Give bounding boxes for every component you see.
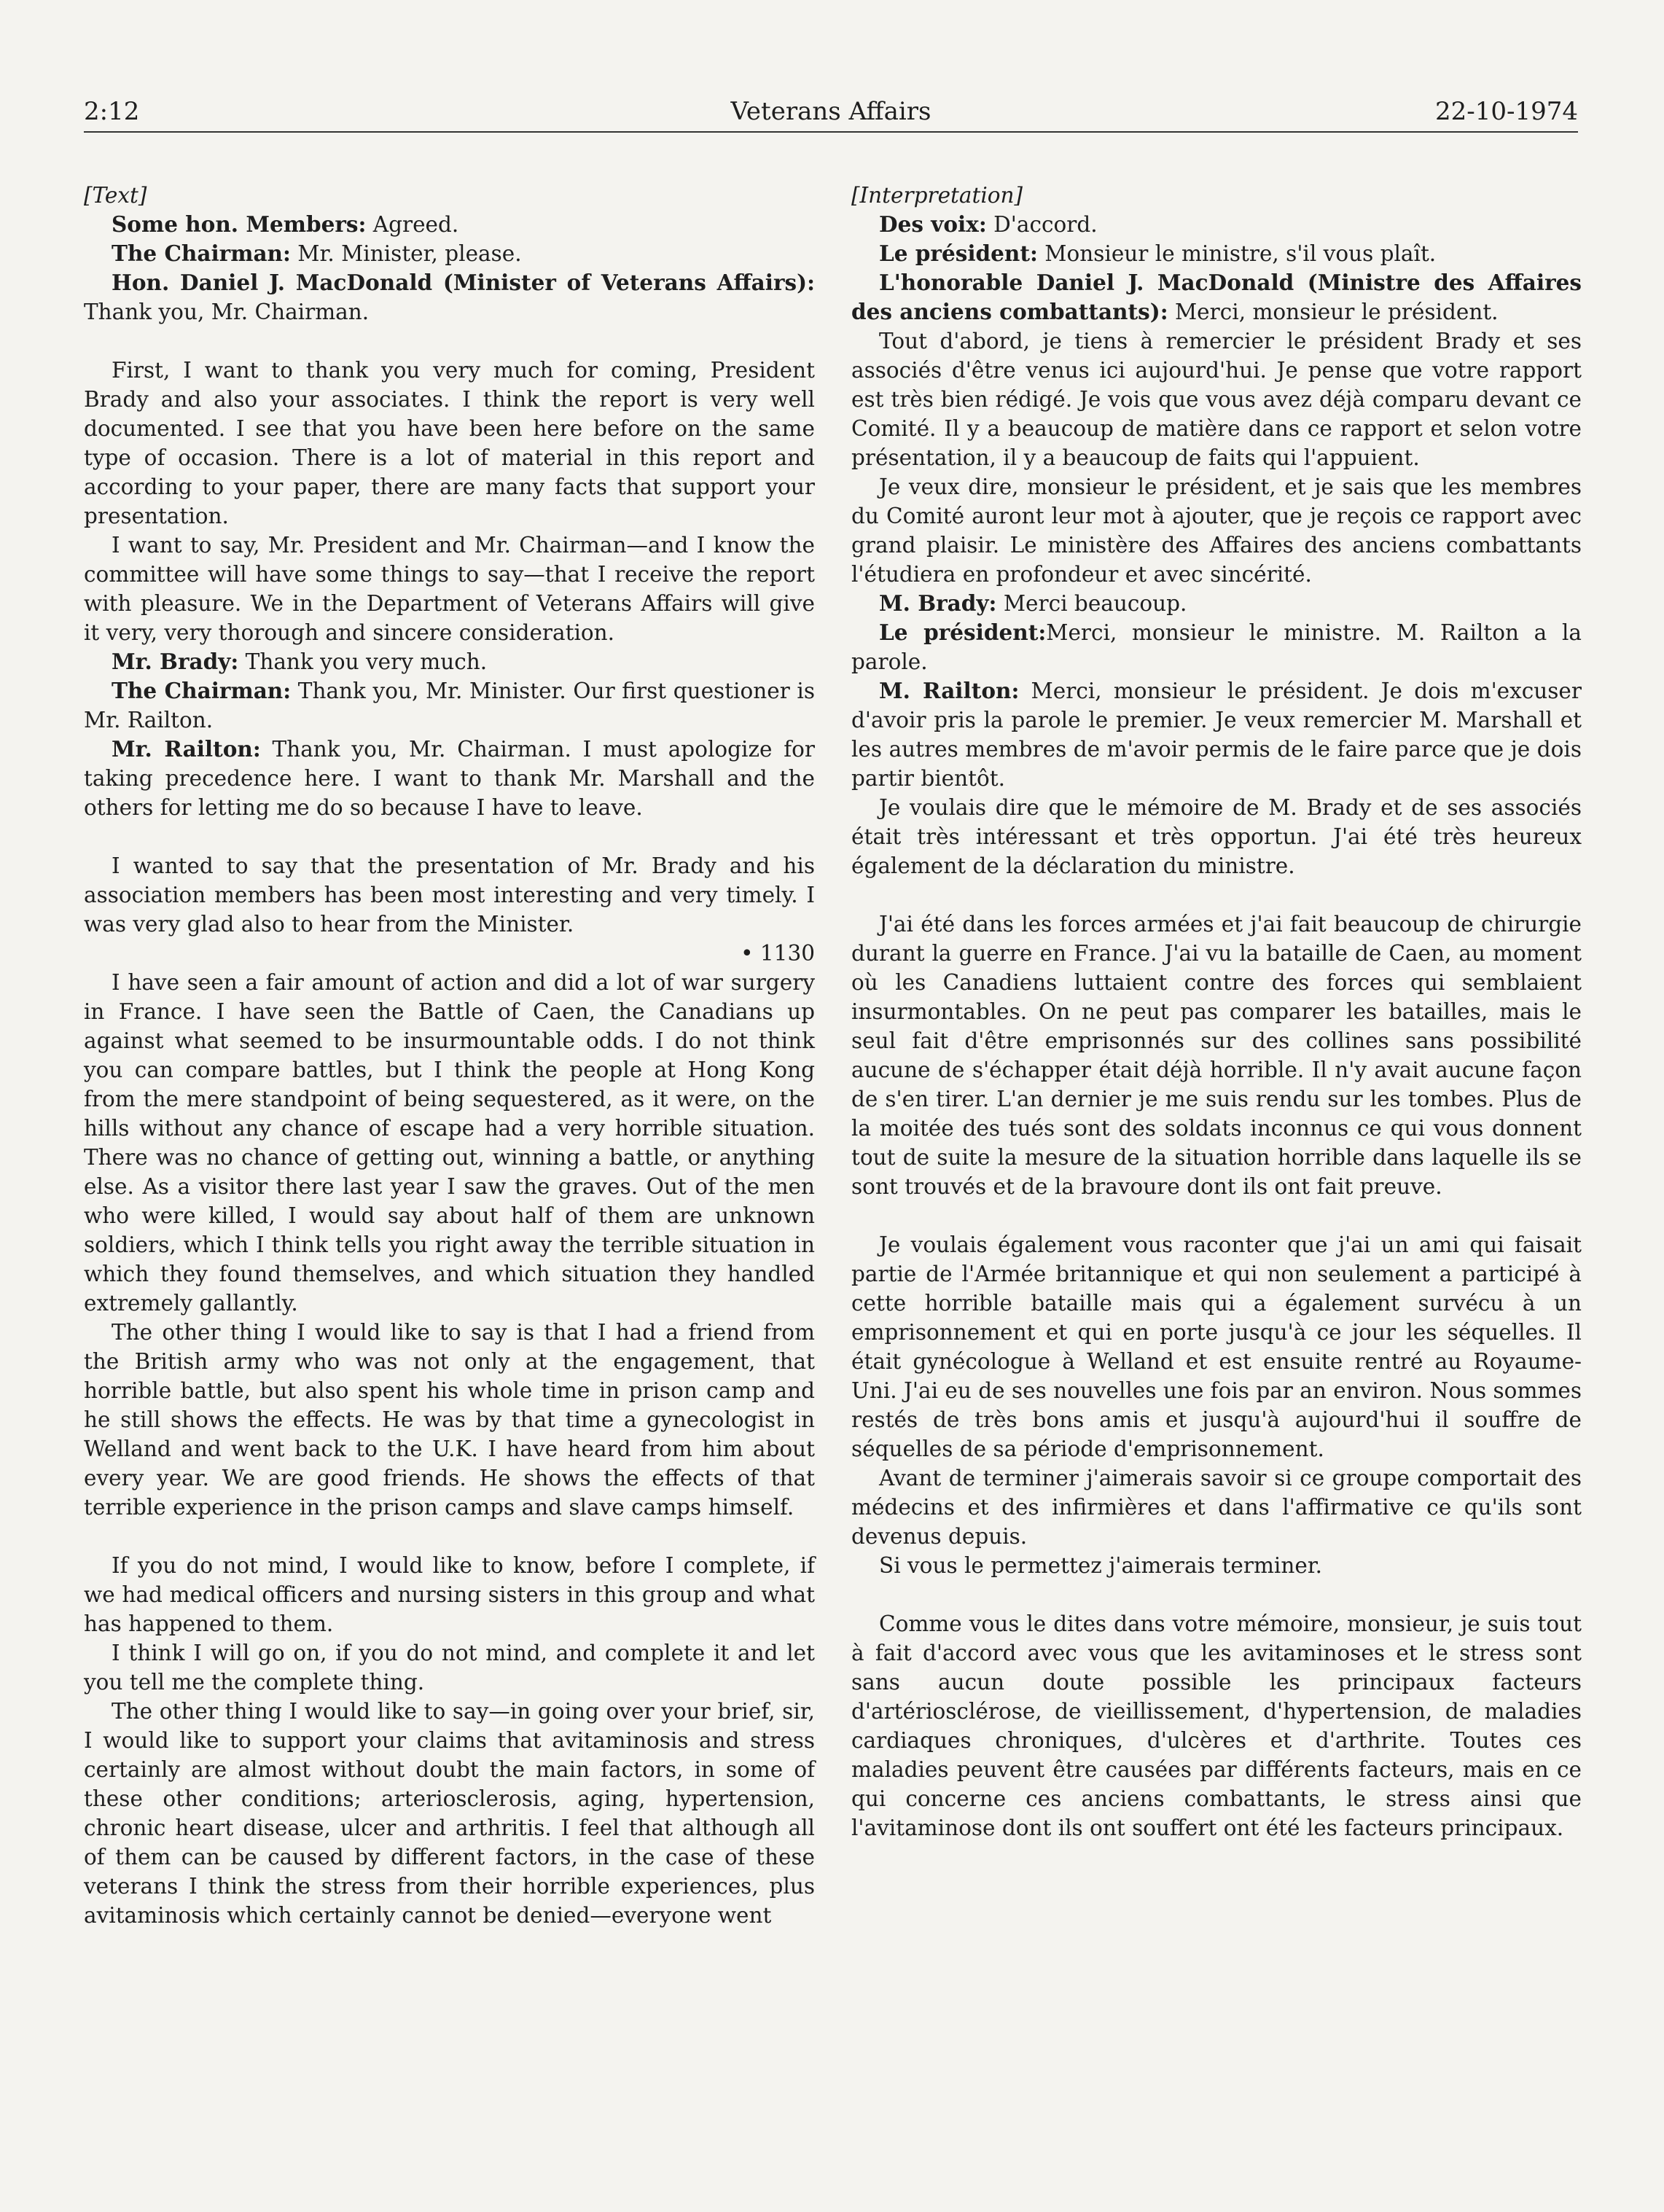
header-date: 22-10-1974 bbox=[1434, 97, 1578, 126]
paragraph: I want to say, Mr. President and Mr. Chairman—and I know the committee will have some things to say—that I receive the report with pleasure. We in the Department of Veterans Affairs will give it very, very thorough and sincere consideration. bbox=[84, 533, 815, 645]
speaker: L'honorable Daniel J. MacDonald (Ministre des Affaires des anciens combattants): bbox=[851, 270, 1582, 324]
paragraph: I wanted to say that the presentation of Mr. Brady and his association members has been most interesting and very timely. I was very glad also to hear from the Minister. bbox=[84, 853, 815, 937]
header-title: Veterans Affairs bbox=[730, 97, 931, 126]
paragraph: The other thing I would like to say—in going over your brief, sir, I would like to support your claims that avitaminosis and stress certainly are almost without doubt the main factors, in some of these other conditions; arteriosclerosis, aging, hypertension, chronic heart disease, ulcer and arthritis. I feel that although all of them can be caused by different factors, in the case of these veterans I think the stress from their horrible experiences, plus avitaminosis which certainly cannot be denied—everyone went bbox=[84, 1699, 815, 1928]
paragraph: Mr. Railton: Thank you, Mr. Chairman. I must apologize for taking precedence here. I want to thank Mr. Marshall and the others for letting me do so because I have to leave. bbox=[84, 736, 816, 820]
paragraph: Some hon. Members: Agreed. bbox=[112, 211, 459, 237]
paragraph: The other thing I would like to say is that I had a friend from the British army who was not only at the engagement, that horrible battle, but also spent his whole time in prison camp and he still shows the effects. He was by that time a gynecologist in Welland and went back to the U.K. I have heard from him about every year. We are good friends. He shows the effects of that terrible experience in the prison camps and slave camps himself. bbox=[84, 1320, 815, 1520]
french-column bbox=[851, 181, 1582, 1842]
speaker: Hon. Daniel J. MacDonald (Minister of Veterans Affairs): bbox=[112, 270, 815, 295]
running-header bbox=[84, 93, 1578, 130]
paragraph: Si vous le permettez j'aimerais terminer. bbox=[879, 1553, 1323, 1578]
section-label: [Interpretation] bbox=[851, 183, 1023, 208]
paragraph: Le président:Merci, monsieur le ministre. M. Railton a la parole. bbox=[851, 620, 1582, 674]
paragraph: Avant de terminer j'aimerais savoir si ce groupe comportait des médecins et des infirmières et dans l'affirmative ce qu'ils sont devenus depuis. bbox=[851, 1466, 1582, 1549]
speaker: Mr. Railton: bbox=[112, 736, 261, 762]
speaker: Le président: bbox=[879, 620, 1047, 645]
paragraph: Comme vous le dites dans votre mémoire, monsieur, je suis tout à fait d'accord avec vous que les avitaminoses et le stress sont sans aucun doute possible les principaux facteurs d'artériosclérose, de vieillissement, d'hypertension, de maladies cardiaques chroniques, d'ulcères et d'arthrite. Toutes ces maladies peuvent être causées par différents facteurs, mais en ce qui concerne ces anciens combattants, le stress ainsi que l'avitaminose dont ils ont souffert ont été les facteurs principaux. bbox=[851, 1611, 1582, 1840]
speaker: Mr. Brady: bbox=[112, 649, 239, 674]
speaker: Des voix: bbox=[879, 211, 987, 237]
speaker: M. Railton: bbox=[879, 678, 1020, 703]
speaker: The Chairman: bbox=[112, 678, 292, 703]
paragraph: The Chairman: Thank you, Mr. Minister. Our first questioner is Mr. Railton. bbox=[84, 678, 815, 732]
speaker: Le président: bbox=[879, 241, 1038, 266]
speaker: M. Brady: bbox=[879, 590, 997, 616]
section-label: [Text] bbox=[84, 183, 147, 208]
paragraph: Hon. Daniel J. MacDonald (Minister of Veterans Affairs): Thank you, Mr. Chairman. bbox=[84, 270, 815, 324]
speaker: The Chairman: bbox=[112, 241, 291, 266]
paragraph: M. Brady: Merci beaucoup. bbox=[879, 590, 1187, 616]
page-number: 2:12 bbox=[84, 97, 140, 126]
paragraph: The Chairman: Mr. Minister, please. bbox=[112, 241, 522, 266]
paragraph: L'honorable Daniel J. MacDonald (Ministre des Affaires des anciens combattants): Merci, monsieur le président. bbox=[851, 270, 1582, 324]
paragraph: First, I want to thank you very much for coming, President Brady and also your associates. I think the report is very well documented. I see that you have been here before on the same type of occasion. There is a lot of material in this report and according to your paper, there are many facts that support your presentation. bbox=[84, 358, 815, 528]
header-rule bbox=[84, 131, 1578, 133]
paragraph: Je veux dire, monsieur le président, et je sais que les membres du Comité auront leur mot à ajouter, que je reçois ce rapport avec grand plaisir. Le ministère des Affaires des anciens combattants l'étudiera en profondeur et avec sincérité. bbox=[851, 474, 1582, 587]
paragraph: Tout d'abord, je tiens à remercier le président Brady et ses associés d'être venus ici aujourd'hui. Je pense que votre rapport est très bien rédigé. Je vois que vous avez déjà comparu devant ce Comité. Il y a beaucoup de matière dans ce rapport et selon votre présentation, il y a beaucoup de faits qui l'appuient. bbox=[851, 329, 1582, 470]
speaker: Some hon. Members: bbox=[112, 211, 367, 237]
time-stamp: • 1130 bbox=[741, 941, 815, 966]
paragraph: M. Railton: Merci, monsieur le président. Je dois m'excuser d'avoir pris la parole le premier. Je veux remercier M. Marshall et les autres membres de m'avoir permis de le faire parce que je dois partir bientôt. bbox=[851, 678, 1582, 791]
paragraph: I think I will go on, if you do not mind, and complete it and let you tell me the complete thing. bbox=[84, 1641, 815, 1695]
english-column bbox=[84, 181, 815, 1930]
paragraph: I have seen a fair amount of action and did a lot of war surgery in France. I have seen the Battle of Caen, the Canadians up against what seemed to be insurmountable odds. I do not think you can compare battles, but I think the people at Hong Kong from the mere standpoint of being sequestered, as it were, on the hills without any chance of escape had a very horrible situation. There was no chance of getting out, winning a battle, or anything else. As a visitor there last year I saw the graves. Out of the men who were killed, I would say about half of them are unknown soldiers, which I think tells you right away the terrible situation in which they found themselves, and which situation they handled extremely gallantly. bbox=[84, 970, 815, 1316]
paragraph: Des voix: D'accord. bbox=[879, 211, 1098, 237]
paragraph: J'ai été dans les forces armées et j'ai fait beaucoup de chirurgie durant la guerre en France. J'ai vu la bataille de Caen, au moment où les Canadiens luttaient contre des forces qui semblaient insurmontables. On ne peut pas comparer les batailles, mais le seul fait d'être emprisonnés sur des collines sans possibilité aucune de s'échapper était déjà horrible. Il n'y avait aucune façon de s'en tirer. L'an dernier je me suis rendu sur les tombes. Plus de la moitée des tués sont des soldats inconnus ce qui vous donnent tout de suite la mesure de la situation horrible dans laquelle ils se sont trouvés et de la bravoure dont ils ont fait preuve. bbox=[851, 912, 1582, 1199]
paragraph: Je voulais également vous raconter que j'ai un ami qui faisait partie de l'Armée britannique et qui non seulement a participé à cette horrible bataille mais qui a également survécu à un emprisonnement et qui en porte jusqu'à ce jour les séquelles. Il était gynécologue à Welland et est ensuite rentré au Royaume-Uni. J'ai eu de ses nouvelles une fois par an environ. Nous sommes restés de très bons amis et jusqu'à aujourd'hui il souffre de séquelles de sa période d'emprisonnement. bbox=[851, 1232, 1582, 1461]
paragraph: Je voulais dire que le mémoire de M. Brady et de ses associés était très intéressant et très opportun. J'ai été très heureux également de la déclaration du ministre. bbox=[851, 795, 1582, 878]
paragraph: Mr. Brady: Thank you very much. bbox=[112, 649, 488, 674]
paragraph: Le président: Monsieur le ministre, s'il vous plaît. bbox=[879, 241, 1437, 266]
paragraph: If you do not mind, I would like to know, before I complete, if we had medical officers and nursing sisters in this group and what has happened to them. bbox=[84, 1553, 815, 1636]
